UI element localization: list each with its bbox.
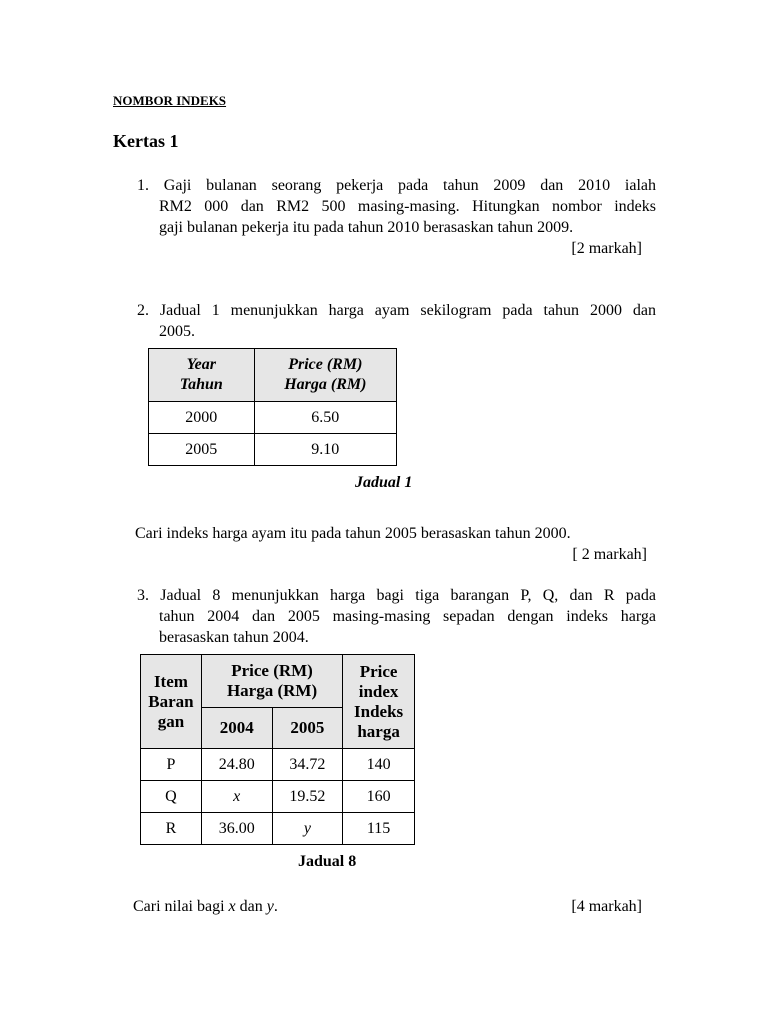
q2-line-1: 2. Jadual 1 menunjukkan harga ayam sekilogram pada tahun 2000 dan [137,302,656,319]
cell-index: 115 [343,813,415,845]
q2-line-2: 2005. [159,323,195,340]
header-item: Item Baran gan [141,655,202,749]
header-price: Price (RM) Harga (RM) [201,655,342,708]
cell-price-2004: 36.00 [201,813,272,845]
cell-year: 2005 [149,434,255,466]
q2-question: Cari indeks harga ayam itu pada tahun 2005 berasaskan tahun 2000. [135,525,571,542]
header-year-2005: 2005 [272,708,343,749]
table-row [141,749,415,781]
q1-line-3: gaji bulanan pekerja itu pada tahun 2010 berasaskan tahun 2009. [159,219,574,236]
cell-price-2005: 34.72 [272,749,343,781]
caption-jadual-8: Jadual 8 [298,853,357,870]
header-price-index: Price index Indeks harga [343,655,415,749]
table-row [141,813,415,845]
cell-price: 6.50 [254,402,396,434]
q3-line-3: berasaskan tahun 2004. [159,629,309,646]
table-row [149,402,397,434]
table-header-row [149,349,397,402]
table-header-row [141,655,415,708]
table-jadual-8 [140,654,415,845]
q1-line-1: 1. Gaji bulanan seorang pekerja pada tahun 2009 dan 2010 ialah [137,177,656,194]
page-heading: NOMBOR INDEKS [113,93,227,108]
cell-index: 140 [343,749,415,781]
cell-price-2005: y [272,813,343,845]
q3-line-1: 3. Jadual 8 menunjukkan harga bagi tiga barangan P, Q, dan R pada [137,587,656,604]
cell-year: 2000 [149,402,255,434]
q3-line-2: tahun 2004 dan 2005 masing-masing sepadan dengan indeks harga [159,608,656,625]
q1-line-2: RM2 000 dan RM2 500 masing-masing. Hitungkan nombor indeks [159,198,656,215]
cell-price: 9.10 [254,434,396,466]
cell-price-2004: x [201,781,272,813]
cell-item: Q [141,781,202,813]
table-jadual-1 [148,348,397,466]
header-price: Price (RM) Harga (RM) [254,349,396,402]
table-row [141,781,415,813]
q2-marks: [ 2 markah] [572,546,647,563]
cell-index: 160 [343,781,415,813]
cell-item: R [141,813,202,845]
header-year-2004: 2004 [201,708,272,749]
q1-marks: [2 markah] [571,240,642,257]
q3-marks: [4 markah] [571,898,642,915]
header-year: Year Tahun [149,349,255,402]
cell-item: P [141,749,202,781]
q3-question: Cari nilai bagi x dan y. [133,898,278,915]
section-title: Kertas 1 [113,131,179,151]
cell-price-2005: 19.52 [272,781,343,813]
cell-price-2004: 24.80 [201,749,272,781]
caption-jadual-1: Jadual 1 [355,474,413,491]
table-row [149,434,397,466]
